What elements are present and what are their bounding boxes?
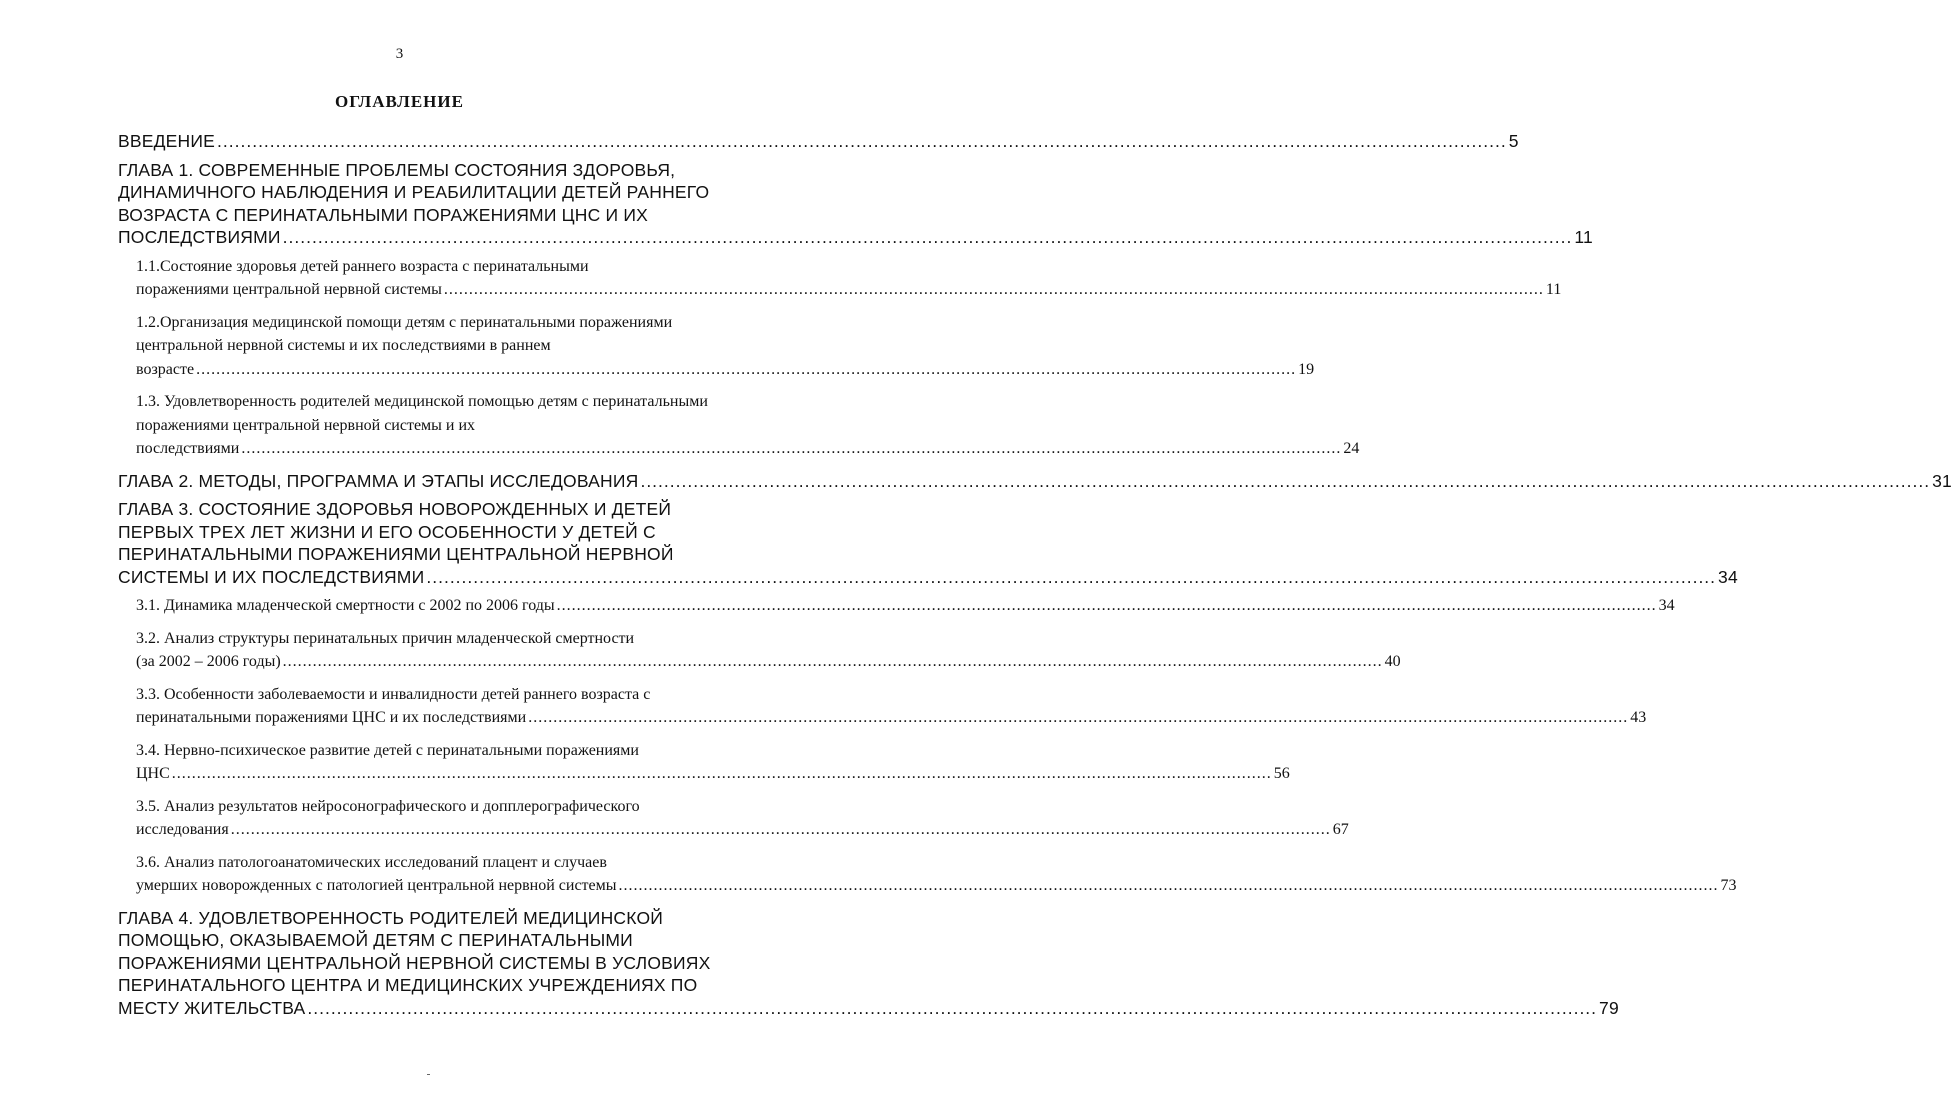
toc-entry-text-end: СИСТЕМЫ И ИХ ПОСЛЕДСТВИЯМИ [118, 566, 425, 587]
toc-entry-section-3-6[interactable] [136, 851, 1737, 898]
toc-entry-chapter-1[interactable] [118, 159, 1593, 249]
toc-entry-text: ГЛАВА 1. СОВРЕМЕННЫЕ ПРОБЛЕМЫ СОСТОЯНИЯ ЗДОРОВЬЯ, ДИНАМИЧНОГО НАБЛЮДЕНИЯ И РЕАБИЛИТАЦИИ ДЕТЕЙ РАННЕГО ВОЗРАСТА С ПЕРИНАТАЛЬНЫМИ ПОРАЖЕНИЯМИ ЦНС И ИХ [118, 159, 710, 225]
toc-entry-text-end: (за 2002 – 2006 годы) [136, 653, 281, 670]
toc-entry-text-end: возрасте [136, 360, 195, 378]
toc-page-number: 56 [1273, 765, 1290, 782]
table-of-contents [118, 130, 1952, 1025]
page-title: ОГЛАВЛЕНИЕ [335, 92, 464, 111]
toc-page-number: 11 [1545, 281, 1562, 298]
toc-entry-text-end: ПОСЛЕДСТВИЯМИ [118, 227, 281, 247]
toc-entry-section-1-3[interactable] [136, 390, 1360, 461]
toc-entry-text-end: поражениями центральной нервной системы [136, 281, 442, 298]
toc-page-number: 11 [1574, 227, 1593, 247]
toc-leader-dots: ............................................................................................................................................................................................................................ [307, 997, 1598, 1018]
toc-entry-text: 1.1.Состояние здоровья детей раннего возраста с перинатальными [136, 257, 589, 275]
toc-entry-text-end: умерших новорожденных с патологией центральной нервной системы [136, 877, 617, 894]
toc-entry-section-3-5[interactable] [136, 795, 1349, 842]
toc-leader-dots: ............................................................................................................................................................................................................................ [230, 821, 1331, 838]
toc-entry-section-3-3[interactable] [136, 683, 1647, 730]
toc-entry-text: 3.3. Особенности заболеваемости и инвалидности детей раннего возраста с [136, 685, 651, 703]
toc-entry-text-end: исследования [136, 821, 229, 838]
toc-leader-dots: ............................................................................................................................................................................................................................ [241, 440, 1342, 457]
toc-page-number: 31 [1932, 470, 1952, 491]
toc-entry-section-1-2[interactable] [136, 311, 1315, 382]
toc-entry-section-3-4[interactable] [136, 739, 1290, 786]
toc-entry-text: 3.4. Нервно-психическое развитие детей с перинатальными поражениями [136, 741, 639, 759]
toc-leader-dots: ............................................................................................................................................................................................................................ [196, 360, 1297, 378]
toc-leader-dots: ............................................................................................................................................................................................................................ [640, 470, 1931, 491]
toc-entry-text: 3.2. Анализ структуры перинатальных причин младенческой смертности [136, 629, 635, 647]
toc-entry-text: 1.3. Удовлетворенность родителей медицинской помощью детям с перинатальными поражениями центральной нервной системы и их [136, 393, 708, 434]
toc-entry-section-1-1[interactable] [136, 255, 1562, 302]
toc-leader-dots: ............................................................................................................................................................................................................................ [618, 877, 1719, 894]
toc-entry-chapter-4[interactable] [118, 907, 1619, 1020]
toc-entry-intro[interactable] [118, 130, 1519, 153]
scan-speck [427, 1074, 430, 1075]
toc-leader-dots: ............................................................................................................................................................................................................................ [443, 281, 1544, 298]
toc-leader-dots: ............................................................................................................................................................................................................................ [282, 653, 1383, 670]
toc-leader-dots: ............................................................................................................................................................................................................................ [528, 709, 1629, 726]
toc-leader-dots: ............................................................................................................................................................................................................................ [217, 131, 1507, 151]
toc-leader-dots: ............................................................................................................................................................................................................................ [282, 227, 1573, 247]
toc-entry-section-3-1[interactable] [136, 594, 1675, 618]
toc-entry-text-end: перинатальными поражениями ЦНС и их последствиями [136, 709, 527, 726]
toc-entry-chapter-3[interactable] [118, 498, 1738, 588]
toc-page-number: 40 [1384, 653, 1401, 670]
toc-entry-text: ВВЕДЕНИЕ [118, 131, 216, 151]
toc-entry-text: 1.2.Организация медицинской помощи детям с перинатальными поражениями центральной нервной системы и их последствиями в раннем [136, 313, 673, 354]
toc-entry-text: 3.6. Анализ патологоанатомических исследований плацент и случаев [136, 853, 607, 871]
toc-page-number: 67 [1332, 821, 1349, 838]
toc-page-number: 73 [1720, 877, 1737, 894]
toc-leader-dots: ............................................................................................................................................................................................................................ [556, 597, 1657, 614]
toc-entry-text: ГЛАВА 3. СОСТОЯНИЕ ЗДОРОВЬЯ НОВОРОЖДЕННЫХ И ДЕТЕЙ ПЕРВЫХ ТРЕХ ЛЕТ ЖИЗНИ И ЕГО ОСОБЕННОСТИ У ДЕТЕЙ С ПЕРИНАТАЛЬНЫМИ ПОРАЖЕНИЯМИ ЦЕНТРАЛЬНОЙ НЕРВНОЙ [118, 499, 674, 564]
toc-page-number: 79 [1599, 997, 1619, 1018]
toc-entry-text: 3.5. Анализ результатов нейросонографического и допплерографического [136, 797, 640, 815]
toc-page-number: 34 [1658, 597, 1675, 614]
toc-page-number: 19 [1298, 360, 1315, 378]
toc-entry-section-3-2[interactable] [136, 627, 1401, 674]
toc-leader-dots: ............................................................................................................................................................................................................................ [426, 566, 1717, 587]
toc-page-number: 43 [1630, 709, 1647, 726]
toc-page-number: 34 [1718, 566, 1738, 587]
toc-entry-text-end: ЦНС [136, 765, 170, 782]
toc-entry-text: ГЛАВА 2. МЕТОДЫ, ПРОГРАММА И ЭТАПЫ ИССЛЕДОВАНИЯ [118, 470, 639, 491]
toc-entry-text-end: последствиями [136, 440, 240, 457]
toc-page-number: 24 [1343, 440, 1360, 457]
page-number: 3 [395, 46, 404, 62]
toc-entry-text: ГЛАВА 4. УДОВЛЕТВОРЕННОСТЬ РОДИТЕЛЕЙ МЕДИЦИНСКОЙ ПОМОЩЬЮ, ОКАЗЫВАЕМОЙ ДЕТЯМ С ПЕРИНАТАЛЬНЫМИ ПОРАЖЕНИЯМИ ЦЕНТРАЛЬНОЙ НЕРВНОЙ СИСТЕМЫ В УСЛОВИЯХ ПЕРИНАТАЛЬНОГО ЦЕНТРА И МЕДИЦИНСКИХ УЧРЕЖДЕНИЯХ ПО [118, 907, 711, 995]
toc-entry-chapter-2[interactable] [118, 470, 1952, 493]
toc-entry-text-end: МЕСТУ ЖИТЕЛЬСТВА [118, 997, 306, 1018]
toc-entry-text: 3.1. Динамика младенческой смертности с 2002 по 2006 годы [136, 597, 555, 614]
toc-page-number: 5 [1508, 131, 1519, 151]
toc-leader-dots: ............................................................................................................................................................................................................................ [171, 765, 1272, 782]
